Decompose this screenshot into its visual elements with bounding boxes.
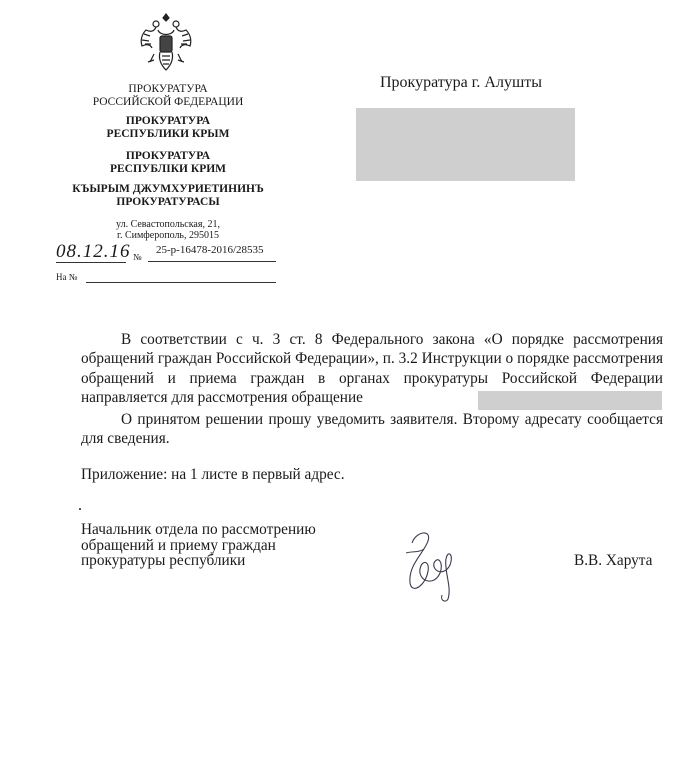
signer-name: В.В. Харута (574, 552, 653, 569)
signer-title-line3: прокуратуры республики (81, 552, 246, 569)
date-underline (56, 262, 126, 263)
paragraph-1-text: В соответствии с ч. 3 ст. 8 Федерального закона «О порядке рассмотрения обращений граждан Российской Федерации», п. 3.2 Инструкции о порядке рассмотрения обращений и приема граждан в органах прокуратуры Российской Федерации направляется для рассмотрения обращение (81, 331, 663, 406)
redacted-applicant (478, 391, 662, 410)
org-ua-line1: ПРОКУРАТУРА (125, 150, 211, 162)
org-crh-line1: КЪЫРЫМ ДЖУМХУРИЕТИНИНЪ (72, 183, 264, 195)
org-federal-line2: РОССИЙСКОЙ ФЕДЕРАЦИИ (92, 96, 244, 108)
org-address (50, 219, 286, 241)
redacted-recipient-block (356, 108, 575, 181)
org-crh (50, 183, 286, 209)
org-crh-line2: ПРОКУРАТУРАСЫ (116, 196, 220, 208)
address-line1: ул. Севастопольская, 21, (116, 219, 220, 230)
handwritten-date: 08.12.16 (56, 241, 131, 262)
scan-speck (79, 508, 81, 510)
signer-title-line2: обращений и приему граждан (81, 536, 276, 554)
handwritten-signature-icon (398, 525, 466, 605)
org-federal (50, 83, 286, 109)
double-headed-eagle-emblem-icon (136, 10, 196, 76)
org-ru (50, 115, 286, 141)
paragraph-2-text: О принятом решении прошу уведомить заявителя. Второму адресату сообщается для сведения. (81, 411, 663, 448)
org-ru-line1: ПРОКУРАТУРА (125, 115, 211, 127)
number-label: № (133, 252, 142, 262)
number-underline (148, 261, 276, 262)
outgoing-number: 25-р-16478-2016/28535 (156, 244, 264, 256)
org-federal-line1: ПРОКУРАТУРА (128, 83, 208, 95)
signer-title-line1: Начальник отдела по рассмотрению (81, 521, 316, 538)
org-ua (50, 150, 286, 176)
org-ua-line2: РЕСПУБЛIКИ КРИМ (109, 163, 227, 175)
attachment-note: Приложение: на 1 листе в первый адрес. (81, 466, 345, 483)
signer-title (81, 522, 316, 569)
org-ru-line2: РЕСПУБЛИКИ КРЫМ (106, 128, 230, 140)
ref-label: На № (56, 272, 78, 282)
address-line2: г. Симферополь, 295015 (116, 230, 219, 241)
body-paragraph-2 (81, 410, 663, 449)
ref-underline (86, 282, 276, 283)
recipient: Прокуратура г. Алушты (380, 74, 543, 91)
